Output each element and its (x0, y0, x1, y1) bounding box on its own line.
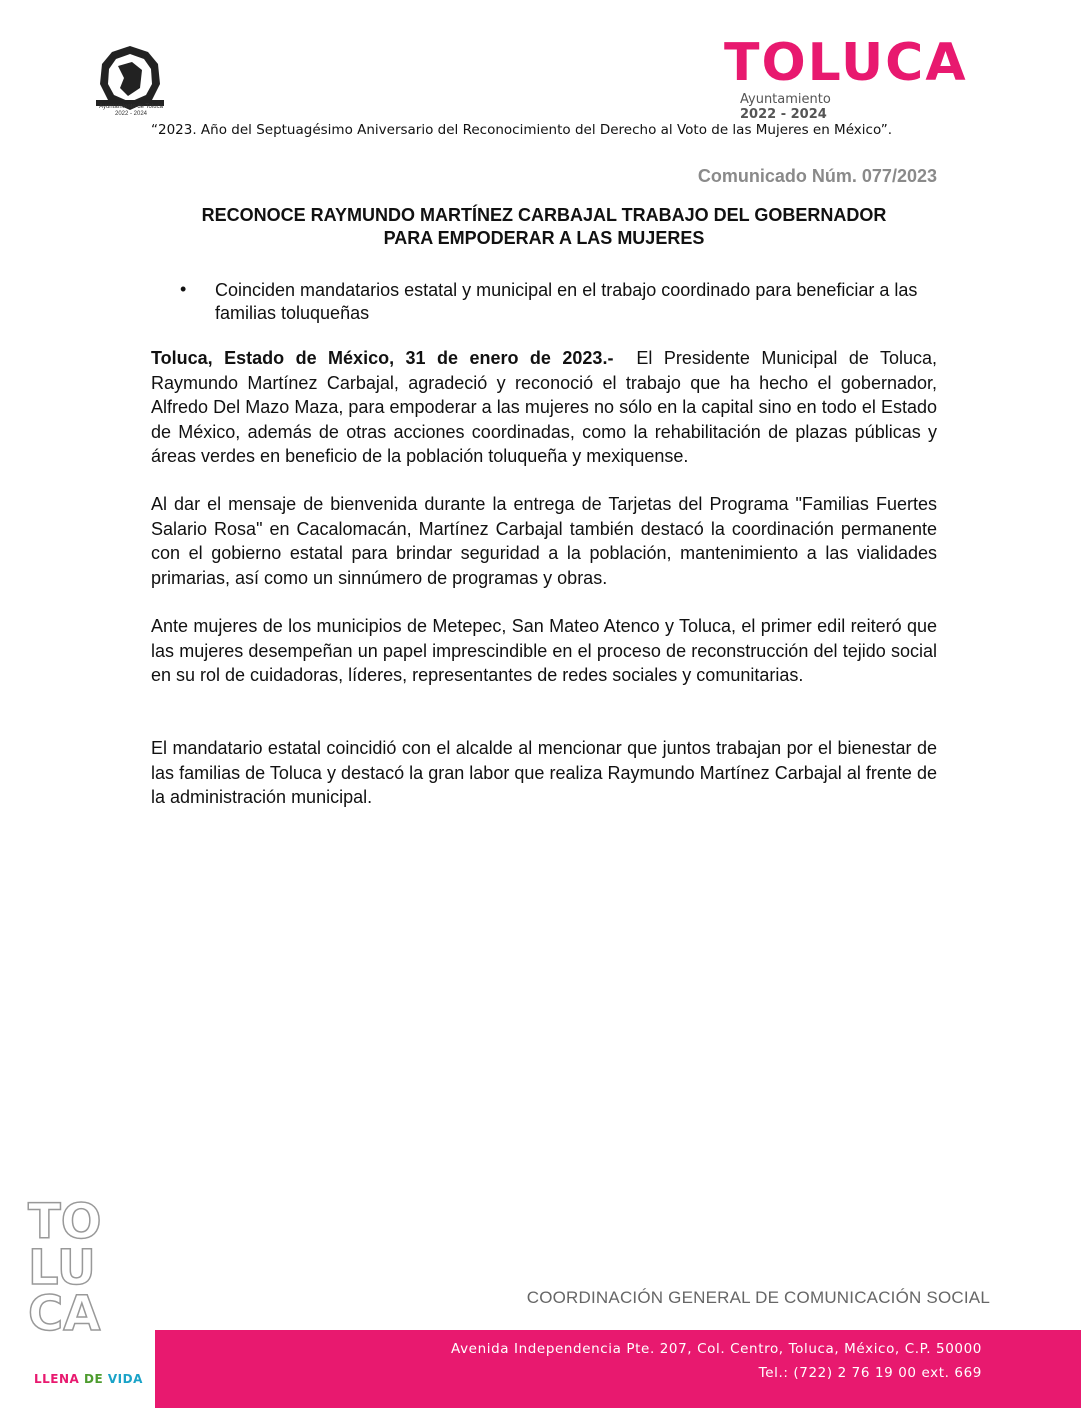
side-logo-row-1: TO (28, 1196, 102, 1250)
headline-line-1: RECONOCE RAYMUNDO MARTÍNEZ CARBAJAL TRABAJO DEL GOBERNADOR (201, 205, 887, 225)
tagline (34, 1372, 143, 1386)
crest-caption-line1: Ayuntamiento de Toluca (99, 104, 163, 110)
bullet-dot: • (180, 279, 187, 299)
toluca-logo: TOLUCA (724, 33, 968, 93)
toluca-stacked-logo (26, 1196, 144, 1332)
dateline: Toluca, Estado de México, 31 de enero de 2023.- (151, 348, 614, 368)
comunicado-number: Comunicado Núm. 077/2023 (697, 166, 937, 186)
paragraph-4: El mandatario estatal coincidió con el alcalde al mencionar que juntos trabajan por el bienestar de las familias de Toluca y destacó la gran labor que realiza Raymundo Martínez Carbajal al frente de la administración municipal. (151, 738, 937, 807)
tagline-word-1: LLENA (34, 1372, 80, 1386)
paragraph-1 (151, 346, 937, 469)
paragraph-2: Al dar el mensaje de bienvenida durante la entrega de Tarjetas del Programa "Familias Fuertes Salario Rosa" en Cacalomacán, Martínez Carbajal también destacó la coordinación permanente con el gobierno estatal para brindar seguridad a la población, mantenimiento a las vialidades primarias, así como un sinnúmero de programas y obras. (151, 494, 937, 588)
year-motto: “2023. Año del Septuagésimo Aniversario del Reconocimiento del Derecho al Voto de las Mujeres en México”. (151, 122, 893, 138)
side-logo-row-3: CA (28, 1286, 101, 1332)
bullet-text: Coinciden mandatarios estatal y municipal en el trabajo coordinado para beneficiar a las familias toluqueñas (215, 280, 918, 323)
tagline-word-2: DE (84, 1372, 104, 1386)
paragraph-3: Ante mujeres de los municipios de Metepec, San Mateo Atenco y Toluca, el primer edil reiteró que las mujeres desempeñan un papel imprescindible en el proceso de reconstrucción del tejido social en su rol de cuidadoras, líderes, representantes de redes sociales y comunitarias. (151, 616, 937, 685)
crest-caption-line2: 2022 - 2024 (114, 111, 148, 117)
tagline-word-3: VIDA (107, 1372, 143, 1386)
ayuntamiento-label: Ayuntamiento (740, 92, 831, 107)
phone: Tel.: (722) 2 76 19 00 ext. 669 (758, 1365, 982, 1381)
paragraph-1-body: El Presidente Municipal de Toluca, Raymundo Martínez Carbajal, agradeció y reconoció el trabajo que ha hecho el gobernador, Alfredo Del Mazo Maza, para empoderar a las mujeres no sólo en la capital sino en todo el Estado de México, además de otras acciones coordinadas, como la rehabilitación de plazas públicas y áreas verdes en beneficio de la población toluqueña y mexiquense. (151, 348, 937, 466)
address: Avenida Independencia Pte. 207, Col. Centro, Toluca, México, C.P. 50000 (451, 1341, 982, 1357)
headline (160, 204, 928, 250)
coat-of-arms-caption (90, 104, 172, 118)
coordination-label: COORDINACIÓN GENERAL DE COMUNICACIÓN SOCIAL (526, 1288, 990, 1307)
headline-line-2: PARA EMPODERAR A LAS MUJERES (383, 228, 705, 248)
side-logo-row-2: LU (28, 1240, 96, 1296)
ayuntamiento-years: 2022 - 2024 (740, 107, 827, 122)
